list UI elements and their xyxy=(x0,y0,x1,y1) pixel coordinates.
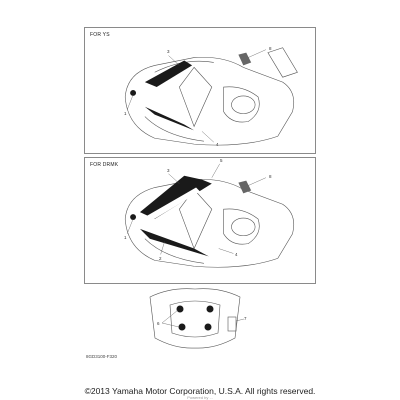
decal-upper xyxy=(145,60,192,87)
hood-top-view xyxy=(140,283,250,353)
hood-top-drawing xyxy=(140,283,250,353)
callout-2: 2 xyxy=(159,256,162,261)
emblem-right-lower xyxy=(205,324,212,331)
diagram-panel-drmk xyxy=(84,157,316,284)
callout-8: 8 xyxy=(269,174,272,179)
callout-3: 3 xyxy=(167,49,170,54)
panel-label: FOR YS xyxy=(90,32,110,38)
callout-4: 4 xyxy=(216,142,219,147)
copyright-text: ©2013 Yamaha Motor Corporation, U.S.A. All rights reserved. xyxy=(84,386,316,396)
callout-1: 1 xyxy=(124,111,127,116)
callout-4: 4 xyxy=(235,252,238,257)
diagram-panel-ys xyxy=(84,27,316,154)
watermark-text: Powered by ... xyxy=(187,395,213,400)
callout-1: 1 xyxy=(124,235,127,240)
decal-lower xyxy=(140,229,209,257)
callout-6: 6 xyxy=(157,321,160,326)
snowmobile-hood-drawing xyxy=(85,158,315,283)
callout-5: 5 xyxy=(220,158,223,163)
emblem-left-upper xyxy=(177,306,184,313)
callout-8: 8 xyxy=(269,46,272,51)
callout-7: 7 xyxy=(244,316,247,321)
snowmobile-hood-drawing xyxy=(85,28,315,153)
side-decal xyxy=(238,53,251,66)
emblem-left-lower xyxy=(179,324,186,331)
decal-lower xyxy=(145,107,194,131)
callout-3: 3 xyxy=(167,168,170,173)
panel-label: FOR DRMK xyxy=(90,162,119,168)
emblem-right-upper xyxy=(207,306,214,313)
part-code: 8GD3100-F320 xyxy=(86,354,118,359)
